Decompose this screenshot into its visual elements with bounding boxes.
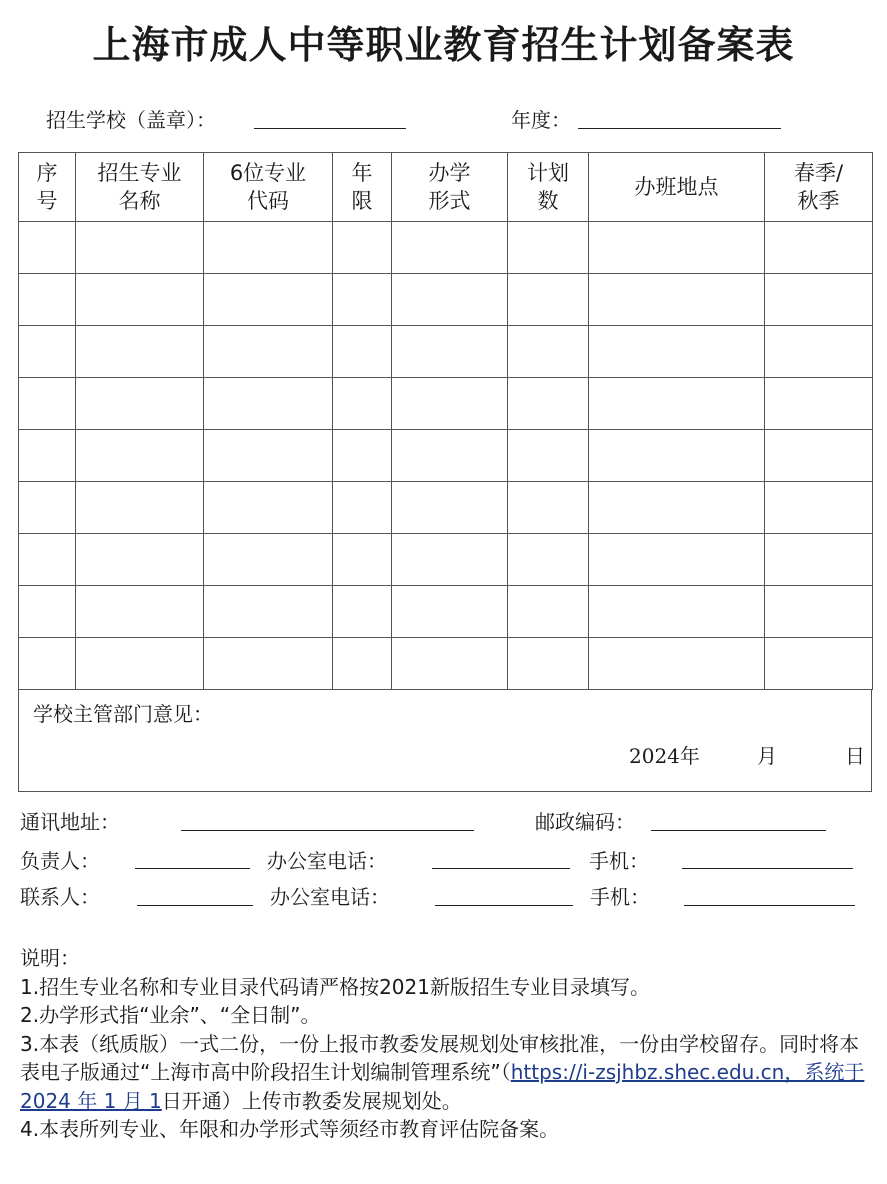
table-row [19, 534, 873, 586]
table-cell[interactable] [76, 378, 204, 430]
table-cell[interactable] [589, 274, 765, 326]
table-cell[interactable] [333, 482, 392, 534]
column-header-line: 计划 [527, 161, 569, 185]
table-cell[interactable] [204, 586, 333, 638]
table-cell[interactable] [589, 586, 765, 638]
address-input[interactable] [181, 830, 474, 831]
table-cell[interactable] [392, 482, 508, 534]
column-header-line: 办班地点 [634, 175, 719, 199]
table-cell[interactable] [19, 274, 76, 326]
table-row [19, 586, 873, 638]
table-cell[interactable] [333, 430, 392, 482]
supervisor-opinion-label: 学校主管部门意见： [33, 702, 213, 726]
column-header-line: 限 [351, 189, 373, 213]
table-cell[interactable] [76, 326, 204, 378]
contact-person-label: 联系人： [20, 885, 100, 909]
table-cell[interactable] [76, 274, 204, 326]
table-cell[interactable] [589, 482, 765, 534]
table-header-row [19, 153, 873, 222]
table-cell[interactable] [204, 222, 333, 274]
table-cell[interactable] [508, 586, 589, 638]
table-cell[interactable] [76, 534, 204, 586]
table-row [19, 274, 873, 326]
table-cell[interactable] [765, 586, 873, 638]
table-cell[interactable] [765, 534, 873, 586]
table-cell[interactable] [19, 638, 76, 690]
table-cell[interactable] [76, 222, 204, 274]
note-item-4: 4.本表所列专业、年限和办学形式等须经市教育评估院备案。 [20, 1117, 560, 1141]
table-cell[interactable] [765, 482, 873, 534]
notes-section [20, 944, 878, 1144]
opinion-month: 月 [757, 744, 777, 768]
table-cell[interactable] [589, 638, 765, 690]
table-cell[interactable] [392, 326, 508, 378]
table-cell[interactable] [765, 638, 873, 690]
column-header-line: 代码 [247, 189, 289, 213]
column-header-5 [392, 153, 508, 222]
column-header-8 [765, 153, 873, 222]
table-cell[interactable] [508, 534, 589, 586]
note-item-3-tail: 日开通）上传市教委发展规划处。 [161, 1088, 462, 1113]
table-cell[interactable] [76, 638, 204, 690]
table-cell[interactable] [333, 378, 392, 430]
table-cell[interactable] [589, 222, 765, 274]
table-row [19, 222, 873, 274]
mobile-label-2: 手机： [590, 885, 650, 909]
principal-label: 负责人： [20, 849, 100, 873]
note-item-3-text: 3.本表（纸质版）一式二份，一份上报市教委发展规划处审核批准，一份由学校留存。同时将本表电子版通过“上海市高中阶段招生计划编制管理系统”（ [20, 1031, 860, 1084]
system-link[interactable]: https://i-zsjhbz.shec.edu.cn，系统于 2024 年 1 月 1 [20, 1060, 865, 1113]
postcode-label: 邮政编码： [535, 810, 635, 834]
table-row [19, 430, 873, 482]
table-cell[interactable] [333, 586, 392, 638]
table-cell[interactable] [76, 430, 204, 482]
column-header-6 [508, 153, 589, 222]
column-header-line: 春季/ [793, 161, 844, 185]
notes-heading: 说明： [20, 946, 80, 970]
table-cell[interactable] [333, 534, 392, 586]
school-label: 招生学校（盖章）： [46, 108, 216, 132]
table-cell[interactable] [204, 378, 333, 430]
note-item-3 [20, 1030, 878, 1116]
contact-person-input[interactable] [137, 905, 253, 906]
table-cell[interactable] [19, 586, 76, 638]
opinion-day: 日 [845, 744, 865, 768]
note-item-2: 2.办学形式指“业余”、“全日制”。 [20, 1003, 321, 1027]
table-cell[interactable] [204, 430, 333, 482]
office-phone-input-2[interactable] [435, 905, 573, 906]
table-cell[interactable] [76, 482, 204, 534]
table-cell[interactable] [204, 482, 333, 534]
office-phone-label: 办公室电话： [267, 849, 387, 873]
table-row [19, 482, 873, 534]
table-cell[interactable] [19, 430, 76, 482]
address-label: 通讯地址： [20, 810, 120, 834]
table-row [19, 638, 873, 690]
table-cell[interactable] [76, 586, 204, 638]
school-input[interactable] [254, 128, 406, 129]
column-header-line: 办学 [428, 161, 471, 185]
mobile-input[interactable] [682, 868, 853, 869]
table-cell[interactable] [392, 430, 508, 482]
year-label: 年度： [511, 108, 571, 132]
column-header-line: 年 [351, 161, 373, 185]
mobile-label: 手机： [589, 849, 649, 873]
table-cell[interactable] [19, 378, 76, 430]
table-cell[interactable] [333, 222, 392, 274]
office-phone-label-2: 办公室电话： [270, 885, 390, 909]
table-cell[interactable] [204, 274, 333, 326]
table-cell[interactable] [204, 326, 333, 378]
table-cell[interactable] [19, 326, 76, 378]
supervisor-opinion-box[interactable] [18, 690, 872, 792]
enrollment-plan-table [18, 152, 873, 690]
table-cell[interactable] [392, 586, 508, 638]
table-cell[interactable] [508, 326, 589, 378]
table-cell[interactable] [765, 378, 873, 430]
table-cell[interactable] [589, 430, 765, 482]
table-cell[interactable] [508, 430, 589, 482]
column-header-line: 形式 [428, 189, 471, 213]
note-item-1: 1.招生专业名称和专业目录代码请严格按2021新版招生专业目录填写。 [20, 974, 650, 999]
table-cell[interactable] [333, 326, 392, 378]
column-header-line: 招生专业 [97, 161, 182, 185]
table-cell[interactable] [508, 378, 589, 430]
table-cell[interactable] [392, 534, 508, 586]
table-cell[interactable] [19, 482, 76, 534]
table-cell[interactable] [589, 378, 765, 430]
table-cell[interactable] [508, 482, 589, 534]
table-cell[interactable] [765, 222, 873, 274]
column-header-line: 数 [537, 189, 559, 213]
table-cell[interactable] [392, 378, 508, 430]
column-header-line: 号 [36, 189, 58, 213]
table-cell[interactable] [392, 638, 508, 690]
column-header-line: 序 [36, 161, 58, 185]
table-row [19, 326, 873, 378]
column-header-line: 6位专业 [229, 161, 307, 185]
table-cell[interactable] [392, 274, 508, 326]
office-phone-input[interactable] [432, 868, 570, 869]
column-header-7 [589, 153, 765, 222]
column-header-line: 秋季 [797, 189, 840, 213]
table-cell[interactable] [765, 430, 873, 482]
mobile-input-2[interactable] [684, 905, 855, 906]
column-header-2 [76, 153, 204, 222]
principal-input[interactable] [135, 868, 250, 869]
table-cell[interactable] [19, 222, 76, 274]
table-cell[interactable] [508, 222, 589, 274]
table-cell[interactable] [508, 638, 589, 690]
column-header-line: 名称 [118, 189, 161, 213]
column-header-3 [204, 153, 333, 222]
table-cell[interactable] [589, 534, 765, 586]
table-cell[interactable] [765, 326, 873, 378]
opinion-year: 2024年 [629, 744, 700, 768]
year-input[interactable] [578, 128, 781, 129]
table-cell[interactable] [765, 274, 873, 326]
postcode-input[interactable] [651, 830, 826, 831]
table-cell[interactable] [589, 326, 765, 378]
table-cell[interactable] [204, 638, 333, 690]
table-cell[interactable] [392, 222, 508, 274]
table-cell[interactable] [333, 274, 392, 326]
table-cell[interactable] [19, 534, 76, 586]
column-header-4 [333, 153, 392, 222]
page-title: 上海市成人中等职业教育招生计划备案表 [92, 22, 795, 67]
column-header-1 [19, 153, 76, 222]
table-cell[interactable] [508, 274, 589, 326]
table-cell[interactable] [333, 638, 392, 690]
table-cell[interactable] [204, 534, 333, 586]
table-row [19, 378, 873, 430]
